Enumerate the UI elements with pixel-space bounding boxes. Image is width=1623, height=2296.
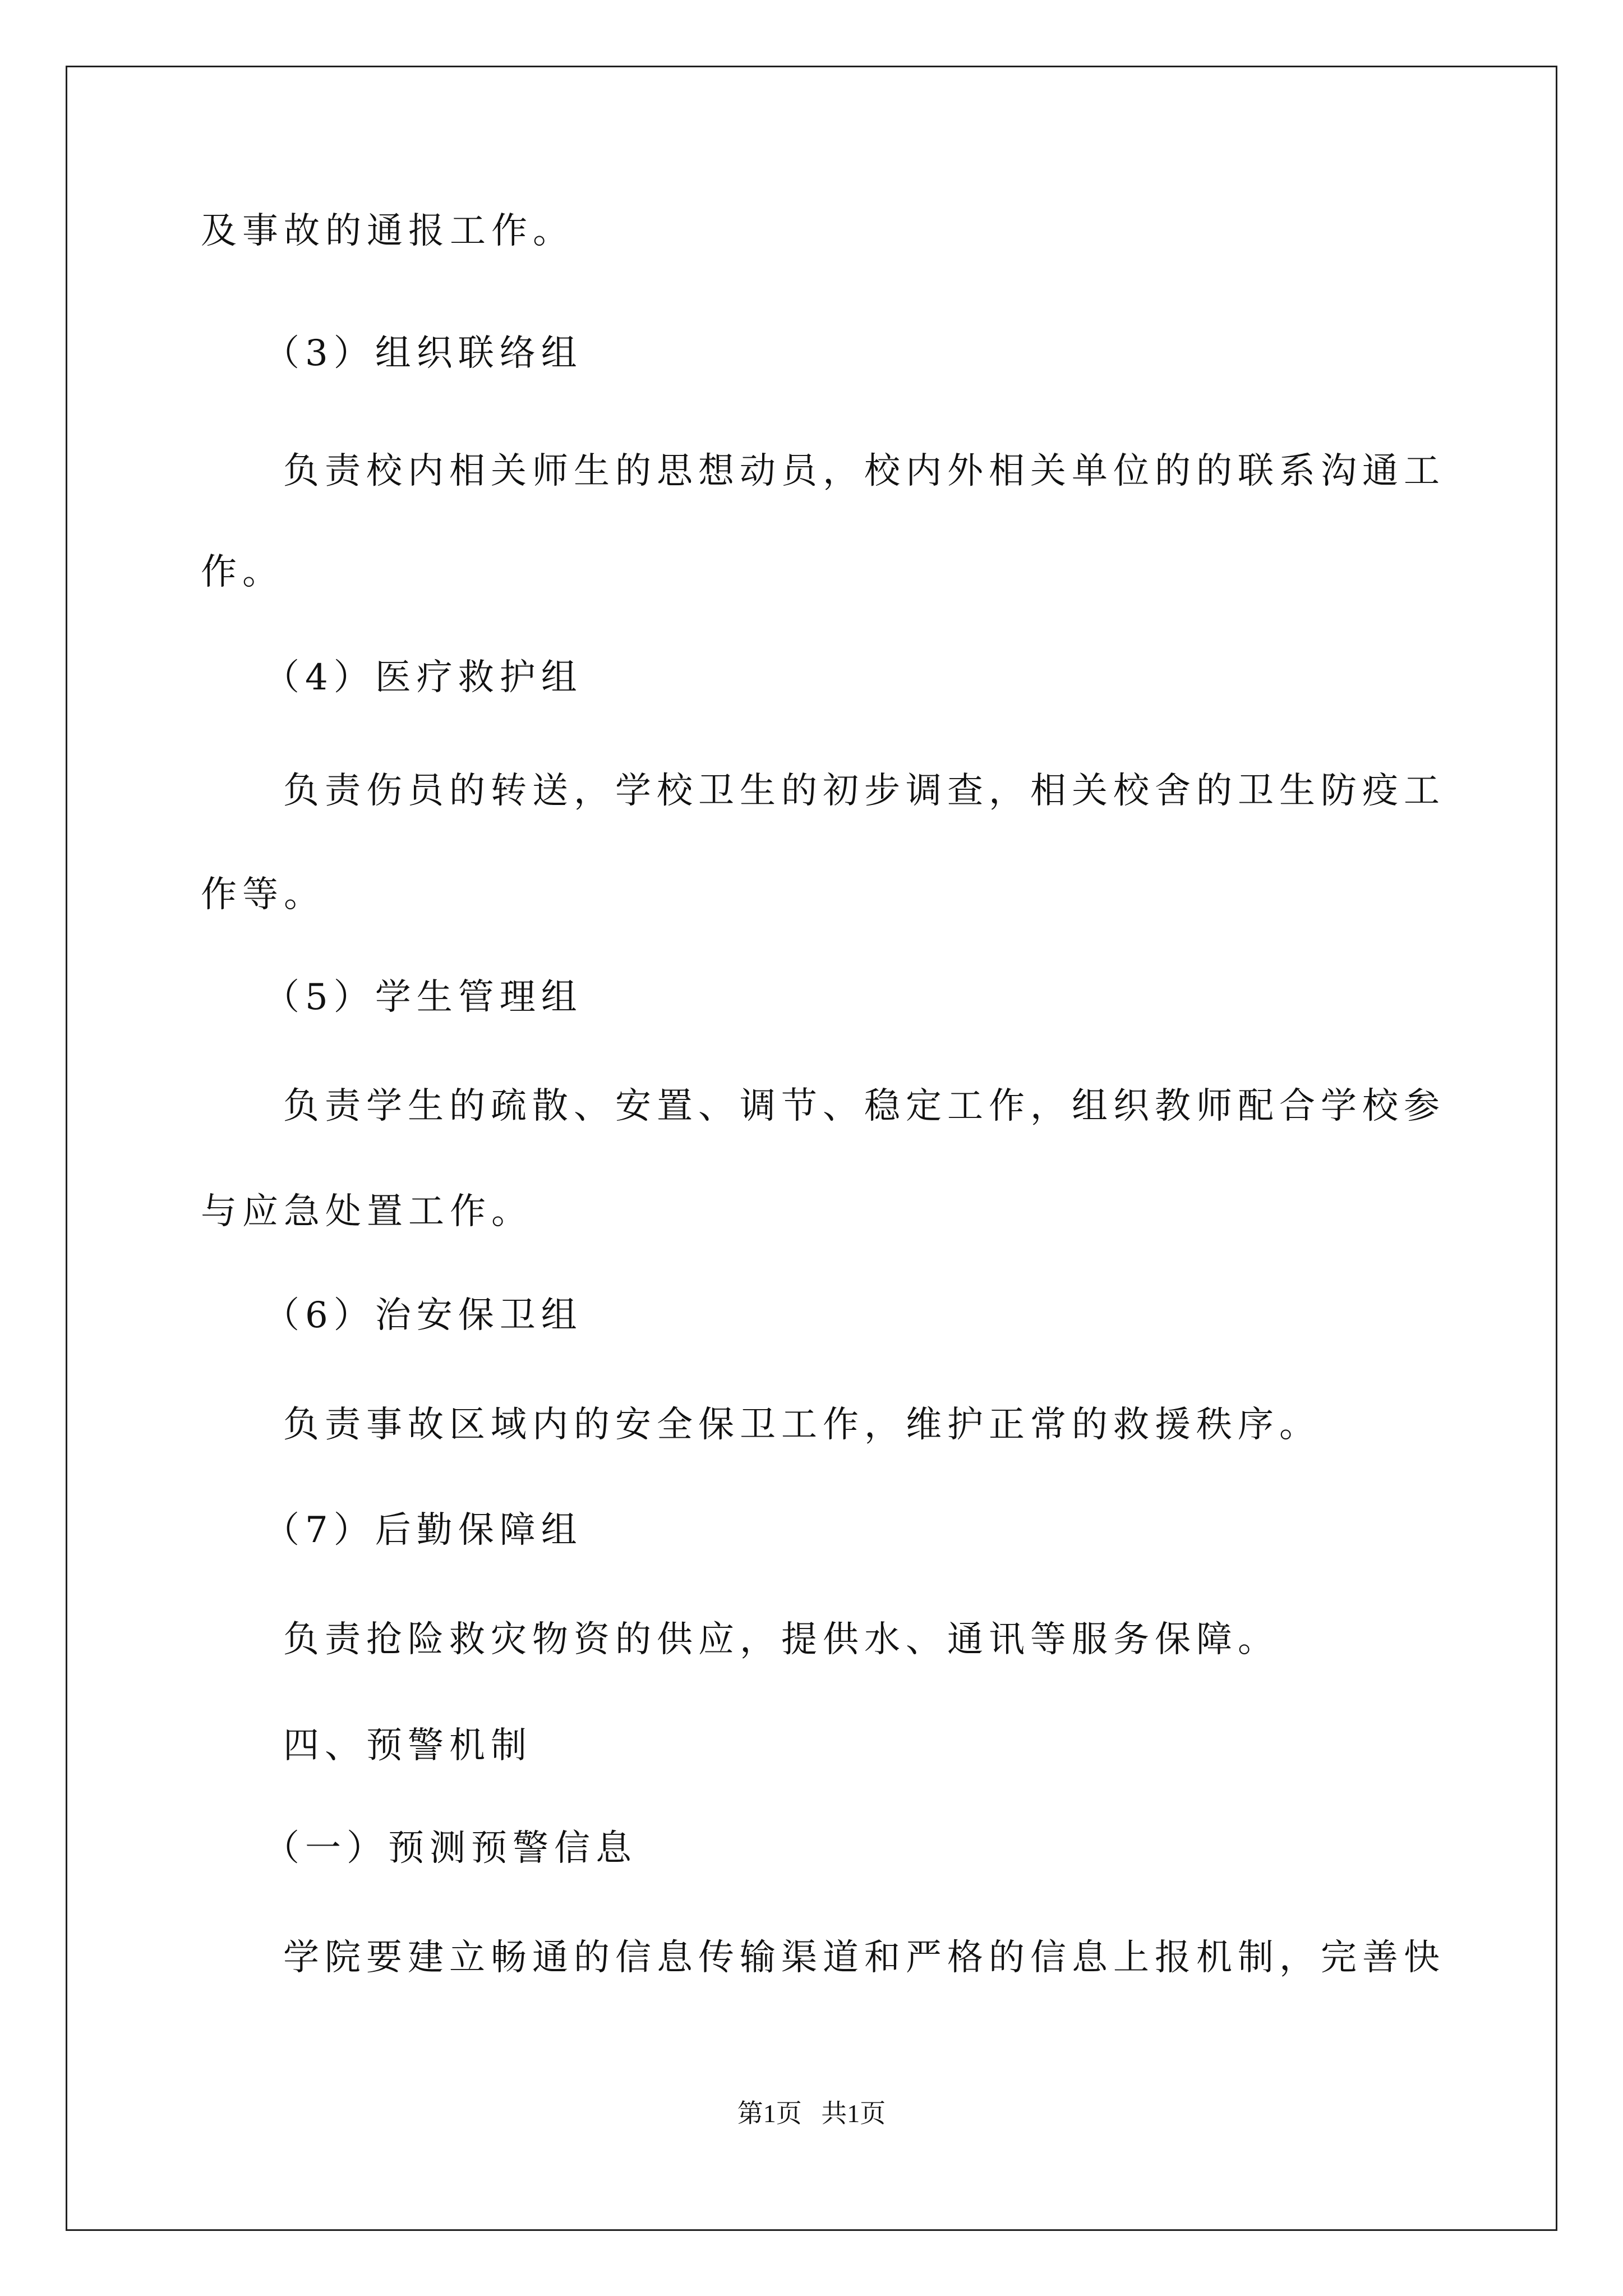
section-heading: （5）学生管理组: [264, 977, 583, 1018]
text-line: 负责事故区域内的安全保卫工作，维护正常的救援秩序。: [283, 1404, 1321, 1446]
text-line: 负责学生的疏散、安置、调节、稳定工作，组织教师配合学校参: [283, 1085, 1445, 1127]
page-footer: 第1页 共1页: [737, 2099, 886, 2128]
text-line: 学院要建立畅通的信息传输渠道和严格的信息上报机制，完善快: [283, 1937, 1445, 1978]
text-line: 负责伤员的转送，学校卫生的初步调查，相关校舍的卫生防疫工: [283, 770, 1445, 812]
section-heading: （7）后勤保障组: [264, 1510, 583, 1551]
section-heading: （6）治安保卫组: [264, 1295, 583, 1336]
page-border: [66, 66, 1557, 2231]
text-line: 及事故的通报工作。: [201, 210, 574, 252]
section-heading: （4）医疗救护组: [264, 657, 583, 698]
text-line: 与应急处置工作。: [201, 1191, 533, 1232]
text-line: 负责校内相关师生的思想动员，校内外相关单位的的联系沟通工: [283, 450, 1445, 492]
section-heading: （3）组织联络组: [264, 333, 583, 374]
section-heading: （一）预测预警信息: [264, 1828, 637, 1869]
text-line: 作等。: [201, 874, 325, 915]
text-line: 作。: [201, 551, 284, 593]
text-line: 负责抢险救灾物资的供应，提供水、通讯等服务保障。: [283, 1619, 1279, 1660]
section-heading: 四、预警机制: [283, 1725, 532, 1766]
